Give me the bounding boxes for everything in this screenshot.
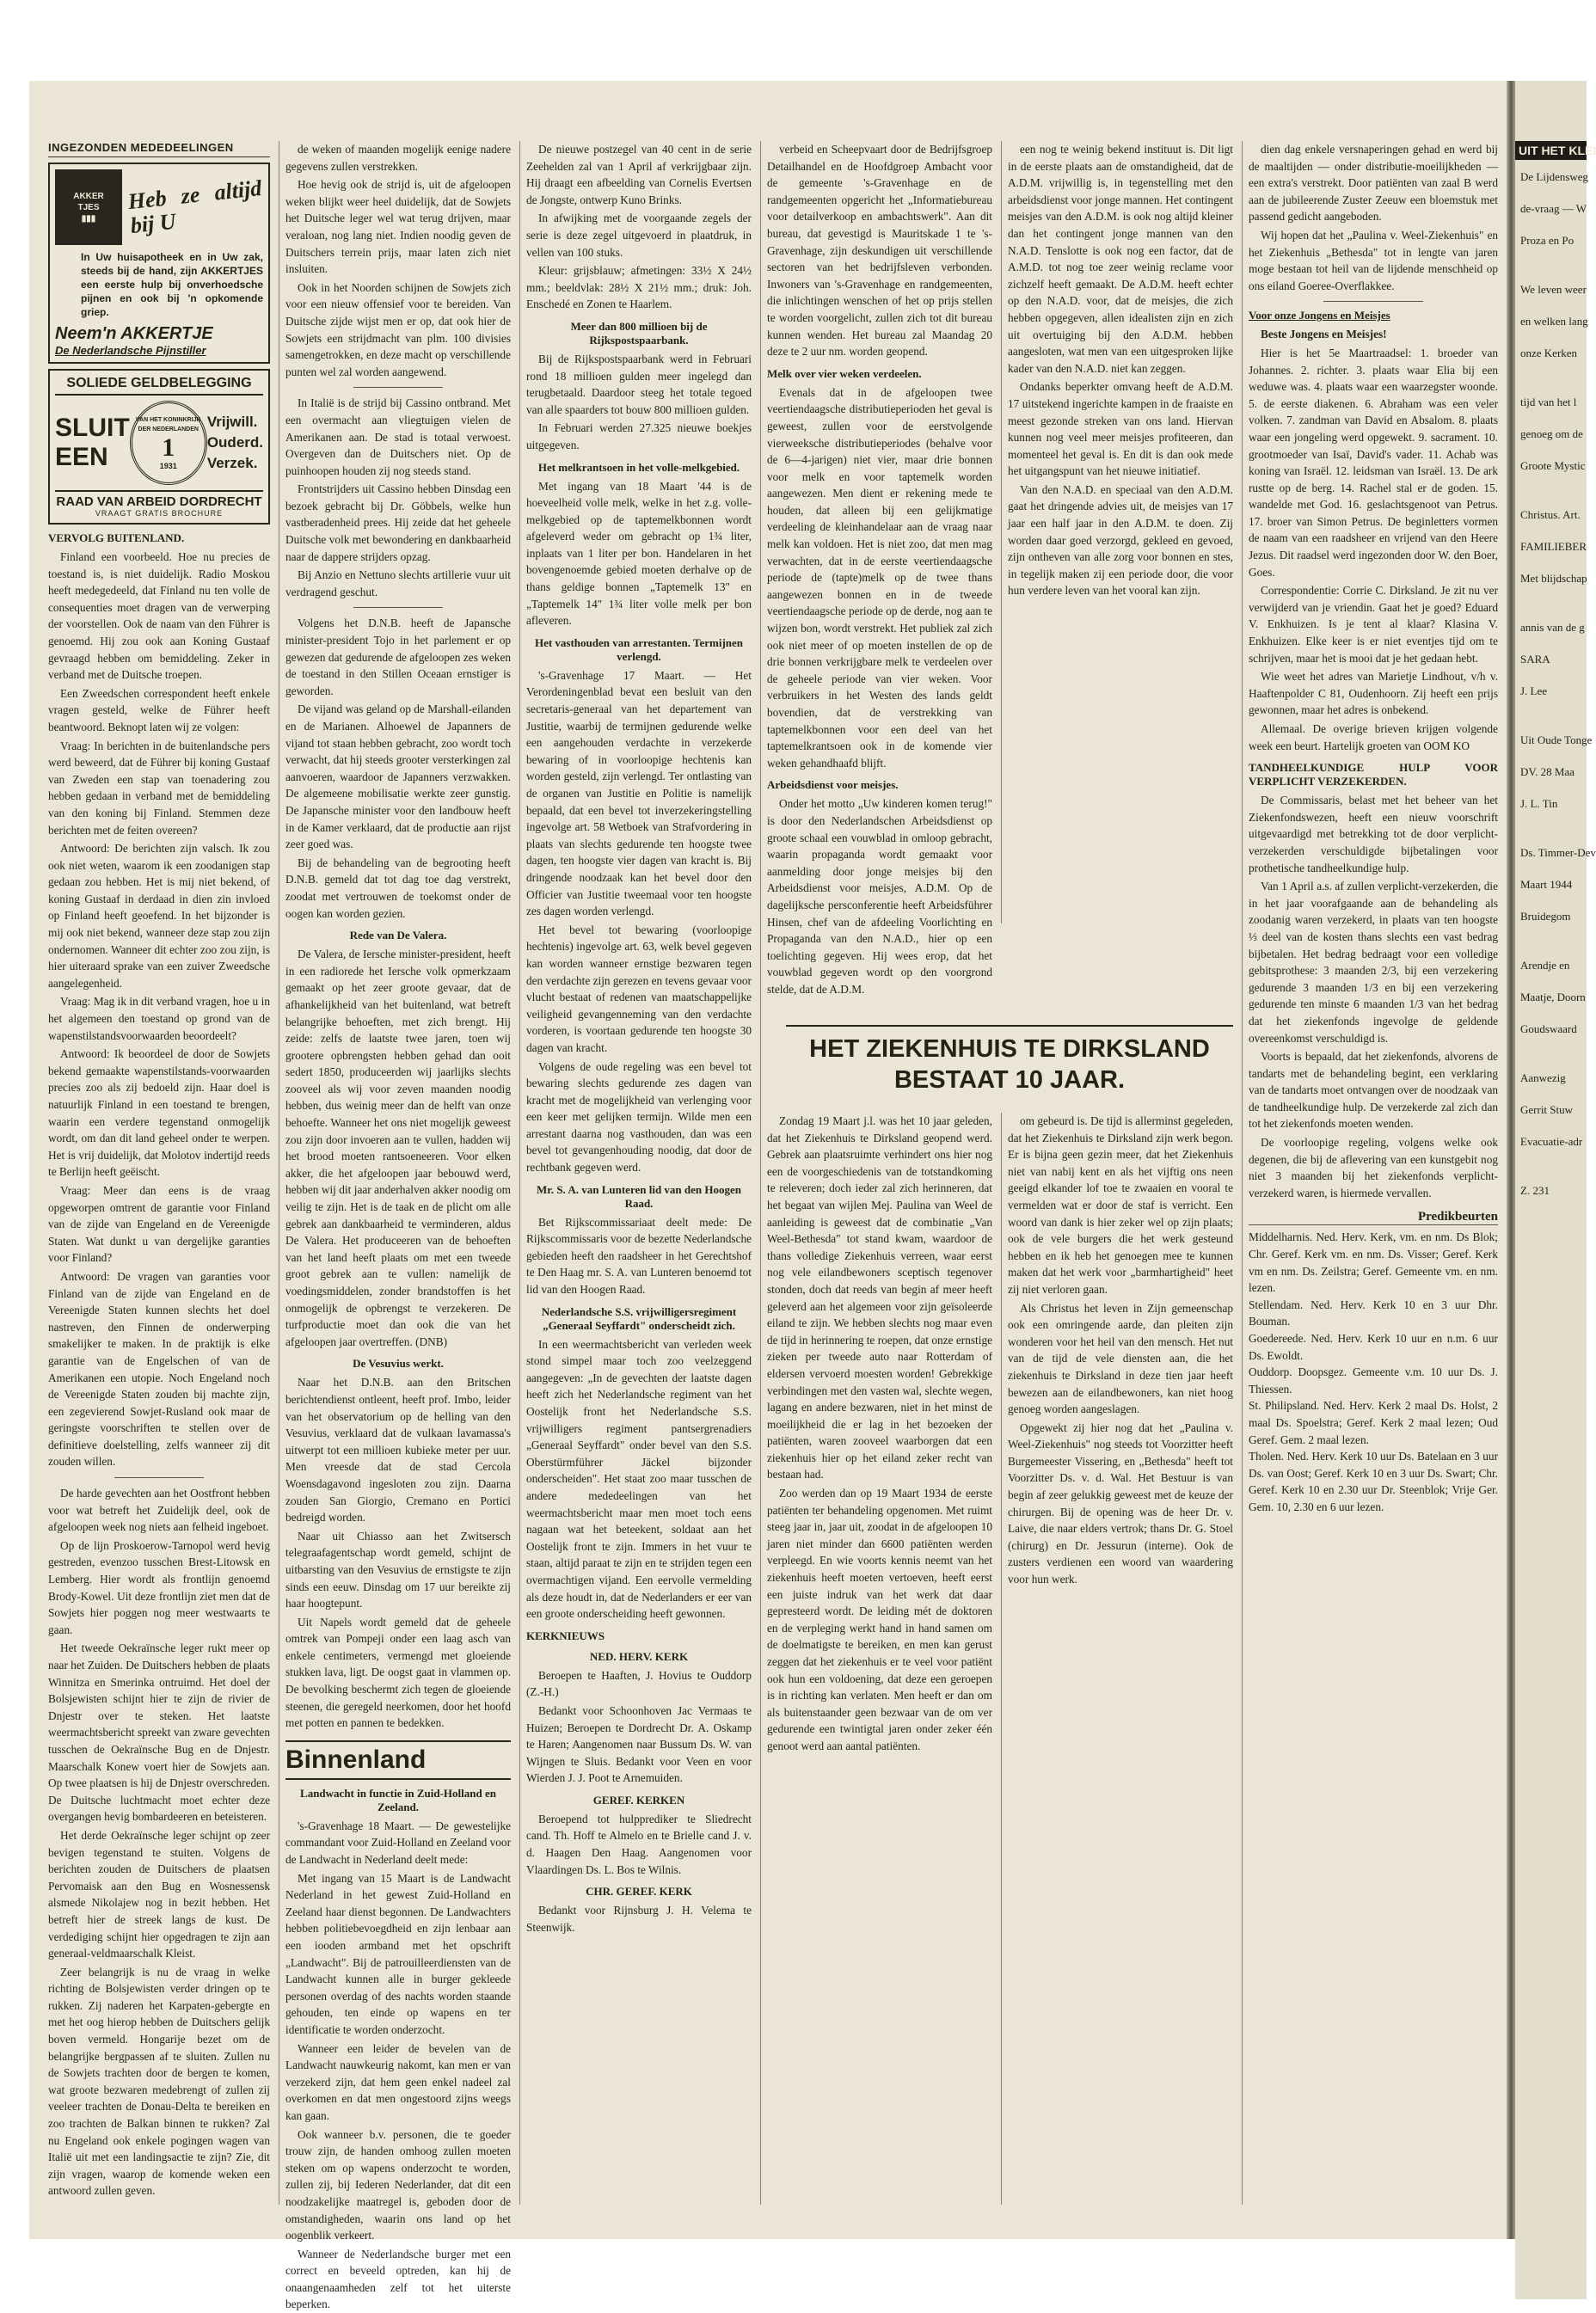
adjacent-page-fragment: Maatje, Doorn [1520,991,1586,1003]
article-heading: TANDHEELKUNDIGE HULP VOOR VERPLICHT VERZEKERDEN. [1249,761,1498,788]
ad-subtitle: De Nederlandsche Pijnstiller [55,344,206,357]
paragraph: Antwoord: Ik beoordeel de door de Sowjets bekend gemaakte wapenstilstands-voorwaarden precies zoo als zij bedoeld zijn. Haar doel is natuurlijk Finland in een toestand te brengen, waarin een verdere tegenstand onmogelijk wordt, om dan dit land geheel onder te werpen. Het is vrij duidelijk, dat Molotov indertijd reeds te Berlijn heeft geëischt. [48,1047,270,1179]
divider [353,607,444,608]
column-rule [760,141,761,2205]
paragraph: om gebeurd is. De tijd is allerminst gegeleden, dat het Ziekenhuis te Dirksland zijn werk begon. Er is bijna geen gezin meer, dat het Ziekenhuis niet van nabij kent en als het vijftig ons neen geeigd elkander lof toe te zwaaien en vooral te vermelden wat er door de staf is verricht. Een woord van dank is hier zeker wel op zijn plaats; ook de vele burgers die het werk gesteund hebben en ik heb het genoegen mee te kunnen maken dat het werk voor „barmhartigheid" heet zij niet verloren gaan. [1008,1114,1233,1296]
paragraph: Beroepen te Haaften, J. Hovius te Ouddorp (Z.-H.) [526,1668,752,1699]
paragraph: Finland een voorbeeld. Hoe nu precies de toestand is, is niet duidelijk. Radio Moskou heeft medegedeeld, dat Finland nu ten volle de consequenties moet dragen van de verwerping der voorstellen. Ook de naam van den Führer is genoemd. Hij zou ook aan Koning Gustaaf gevraagd hebben om bemiddeling. Zeker in verband met de Duitsche troepen. [48,550,270,682]
paragraph: In Italië is de strijd bij Cassino ontbrand. Met een overmacht aan vliegtuigen vielen de Amerikanen aan. De stad is totaal verwoest. Overgeven dan de Duitschers niet. Op de puinhoopen houden zij nog steeds stand. [285,396,511,477]
ad-title: SOLIEDE GELDBELEGGING [55,376,263,396]
ad-word: Verzek. [206,455,258,471]
paragraph: Beroepend tot hulpprediker te Sliedrecht cand. Th. Hoff te Almelo en te Brielle cand J. v. d. Haagen Den Haag. Aangenomen voor Vlaardingen Ds. L. Bos te Wilnis. [526,1812,752,1876]
seal-icon [130,401,207,485]
section-title: KERKNIEUWS [526,1629,605,1642]
paragraph: In een weermachtsbericht van verleden week stond simpel maar toch zoo veelzeggend aangegeven: „In de gevechten der laatste dagen heeft zich het Nederlandsche regiment van het Oostelijk front het Nederlandsche S.S. vrijwilligers regiment pantsergrenadiers „Generaal Seyffardt" onder bevel van den S.S. Oberstürmführer Jäckel bijzonder onderscheiden". Het staat zoo maar tusschen de andere mededeelingen van het weermachtsbericht maar men moet toch eens nagaan wat het beteekent, soldaat aan het Oostelijk front te zijn. Immers in het vuur te staan, altijd paraat te zijn en te strijden tegen een overmachtigen vijand. Een eervolle vermelding als deze houdt in, dat de Nederlanders er eer van een groote onderscheiding heeft gewonnen. [526,1337,752,1621]
paragraph: Wanneer de Nederlandsche burger met een correct en beveeld optreden, kan hij de onaangenaamheden zelf tot het uiterste beperken. [285,2247,511,2311]
paragraph: Correspondentie: Corrie C. Dirksland. Je zit nu ver verwijderd van je vriendin. Gaat het je goed? Eduard V. Enkhuizen. Is je tent al klaar? Klasina V. Enkhuizen. Elke keer is er niet eventjes tijd om te schrijven, maar het is mooi dat je het gedaan hebt. [1249,584,1498,665]
article-heading: Meer dan 800 millioen bij de Rijkspostspaarbank. [570,319,708,347]
paragraph: Het derde Oekraïnsche leger schijnt op zeer bevigen tegenstand te stuiten. Volgens de berichten zouden de Duitschers de plaatsen Pervomaisk aan den Bug en Wosnessensk alsmede Nikolajew nog in bezit hebben. Het betreft hier de streek langs de kust. De verdediging schijnt hier opgedragen te zijn aan generaal-veldmaarschalk Kleist. [48,1828,270,1960]
geldbelegging-advertisement [48,369,270,525]
paragraph: Als Christus het leven in Zijn gemeenschap ook een omringende aarde, dan pleiten zijn wonderen voor het heil van den mensch. Het nut van de tijd de vele diensten aan, die het ziekenhuis te Dirksland in deze tien jaar heeft bewezen aan de eilandbewoners, kan niet hoog genoeg worden aangeslagen. [1008,1301,1233,1416]
headline-line-1: HET ZIEKENHUIS TE DIRKSLAND [809,1035,1210,1063]
ad-word: Ouderd. [206,434,263,451]
divider [1323,301,1423,302]
ad-word: EEN [55,443,108,471]
article-heading: VERVOLG BUITENLAND. [48,531,185,544]
article-heading: De Vesuvius werkt. [353,1357,444,1371]
list-item: Ouddorp. Doopsgez. Gemeente v.m. 10 uur Ds. J. Thiessen. [1249,1365,1498,1396]
adjacent-page-fragment: SARA [1520,653,1550,666]
divider [114,1477,203,1478]
column-6 [1249,141,1498,2205]
paragraph: Wie weet het adres van Marietje Lindhout, v/h v. Haaftenpolder C 81, Oudenhoorn. Zij heeft een prijs gewonnen, maar het adres is onbekend. [1249,670,1498,717]
article-heading: Het melkrantsoen in het volle-melkgebied. [537,460,740,474]
section-title: Binnenland [285,1740,511,1780]
paragraph: Beste Jongens en Meisjes! [1261,328,1387,341]
paragraph: Antwoord: De vragen van garanties voor Finland van de zijde van Engeland en de Vereenigde Staten kunnen slechts het doel nastreven, den Finnen de onderwerping smakelijker te maken. In de praktijk is elke garantie van de Engelschen of van de Amerikanen een utopie. Noch Engeland noch de Vereenigde Staten zouden bij machte zijn, een zegevierend Sowjet-Rusland ook maar de geringste voorschriften te stellen over de definitieve doelstelling, zelfs wanneer zij dit zouden willen. [48,1269,270,1469]
paragraph: De Valera, de Iersche minister-president, heeft in een radiorede het Iersche volk opmerkzaam gemaakt op het zeer groote gevaar, dat de afhankelijkheid van het buitenland, wat betreft belangrijke behoeften, met zich brengt. Hij zeide: zelfs de laatste twee jaren, toen wij grootere opbrengsten hebben gehad dan ooit sedert 1850, produceerden wij jaarlijks slechts zooveel als wij voor zeven maanden noodig hebben, dus weinig meer dan de helft van onze behoefte. Wanneer het ons niet mogelijk geweest zou zijn door invoeren aan te vullen, hadden wij het brood moeten rantsoeneeren. Voor elken akker, die het afgeloopen jaar bebouwd werd, hebben wij dit jaar anderhalven akker noodig om veilig te zijn. Het is de taak en de plicht om alle gebrek aan dankbaarheid te verminderen, aldus De Valera. Het produceeren van de behoeften van het land heeft plaats om met een tweede groot gebrek aan te vullen: namelijk de voedingsmiddelen, zonder brandstoffen is het onmogelijk de opbrengst te verzekeren. De turfproductie moet dan ook die van het afgeloopen jaar overtreffen. (DNB) [285,948,511,1348]
column-rule [519,141,520,2205]
column-1 [48,141,270,2205]
adjacent-page-fragment: We leven weer [1520,283,1587,296]
adjacent-page-fragment: Evacuatie-adr [1520,1135,1583,1148]
predikbeurten-heading: Predikbeurten [1249,1210,1498,1225]
adjacent-page [1515,81,1596,2299]
ad-slogan: Heb ze altijd bij U [126,175,263,238]
adjacent-page-text [1515,169,1596,1214]
column-rule [1001,1113,1002,2205]
paragraph: Frontstrijders uit Cassino hebben Dinsdag een bezoek gebracht bij Dr. Göbbels, welke hun vastberadenheid prees. Hij zeide dat het geheele Duitsche volk met bewondering en dankbaarheid naar de dappere strijders opzag. [285,482,511,563]
paragraph: Antwoord: De berichten zijn valsch. Ik zou ook niet weten, waarom ik een zoodanigen stap gedaan zou hebben. Het is mij niet bekend, of koning Gustaaf in derdaad in dien zin invloed op Finland heeft geoefend. In het bijzonder is mij ook niet bekend, wanneer deze stap zou zijn ondernomen. Wanneer dit echter zoo zou zijn, is hier uiteraard sprake van een zuiver Zweedsche aangelegenheid. [48,842,270,990]
paragraph: Kleur: grijsblauw; afmetingen: 33½ X 24½ mm.; beeldvlak: 28½ X 21½ mm.; druk: Joh. Enschedé en Zonen te Haarlem. [526,264,752,311]
article-heading: Voor onze Jongens en Meisjes [1249,309,1390,322]
article-heading: NED. HERV. KERK [589,1649,689,1663]
paragraph: Wanneer een leider de bevelen van de Landwacht nauwkeurig nakomt, kan men er van verzekerd zijn, dat hem geen enkel nadeel zal overkomen en dat men ongestoord zijns weegs kan gaan. [285,2041,511,2122]
adjacent-page-fragment: Ds. Timmer-Dev [1520,846,1596,859]
paragraph: Hoe hevig ook de strijd is, uit de afgeloopen weken blijkt weer heel duidelijk, dat de Sowjets het Duitsche leger wel wat terug drijven, maar veraloan, nog lang niet. Indien noodig geven de Duitschers terrein prijs, maar laten zich niet insluiten. [285,178,511,276]
paragraph: Onder het motto „Uw kinderen komen terug!" is door den Nederlandschen Arbeidsdienst op groote schaal een vouwblad in omloop gebracht, waarin propaganda wordt gemaakt voor aanmelding door jonge meisjes bij den Arbeidsdienst voor meisjes, A.D.M. Op de dagelijksche persconferentie heeft Arbeidsführer Hinsen, chef van de afdeeling Voorlichting en Propaganda van den N.A.D., hier op een toelichting gegeven. Hij wees erop, dat het vouwblad gegeven wordt op den voorgrond stelde, dat de A.D.M. [767,797,992,996]
adjacent-page-fragment: De Lijdensweg [1520,170,1589,183]
paragraph: verbeid en Scheepvaart door de Bedrijfsgroep Detailhandel en de Hoofdgroep Ambacht voor de gemeente 's-Gravenhage en de randgemeenten opgericht het „Informatiebureau voor detailverkoop en ambachtswerk". Aan dit bureau, dat gevestigd is Mauritskade 1 te 's-Gravenhage, zijn deskundigen uit verschillende sectoren van het bedrijfsleven verbonden. Inwoners van 's-Gravenhage en randgemeenten, die inlichtingen wenschen of het op prijs stellen te worden voorgelicht, zullen zich tot dit bureau kunnen wenden. Het bureau zal Maandag 20 deze te 2 uur nm. worden geopend. [767,143,992,359]
adjacent-page-fragment: Aanwezig [1520,1071,1566,1084]
paragraph: Het tweede Oekraïnsche leger rukt meer op naar het Zuiden. De Duitschers hebben de plaats Winnitza en Smerinka ontruimd. Het doel der Bolsjewisten schijnt hier te zijn de rivier de Dnjestr over te steken. Het laatste weermachtsbericht spreekt van zware gevechten tusschen de Oekraïnsche Bug en de Dnjestr. Maarschalk Konew voert hier de Sowjets aan. Op twee plaatsen is hij de Dnjestr overschreden. De Duitsche luchtmacht moet echter deze overgangen hevig bombardeeren en beteisteren. [48,1641,270,1824]
list-item: Middelharnis. Ned. Herv. Kerk, vm. en nm. Ds Blok; Chr. Geref. Kerk vm. en nm. Ds. Visser; Geref. Kerk vm en nm. Ds. Zeilstra; Geref. Gemeente vm. en nm. lezen. [1249,1230,1498,1295]
page-binding [1507,81,1515,2239]
column-rule [1242,141,1243,2205]
adjacent-page-fragment: DV. 28 Maa [1520,765,1575,778]
ad-footer-note: VRAAGT GRATIS BROCHURE [95,509,224,518]
paragraph: Bet Rijkscommissariaat deelt mede: De Rijkscommissaris voor de bezette Nederlandsche gebieden heeft den raadsheer in het Gerechtshof te Den Haag mr. S. A. van Lunteren benoemd tot lid van den Hoogen Raad. [526,1215,752,1297]
paragraph: Ook wanneer b.v. personen, die te goeder trouw zijn, de handen omhoog zullen moeten steken om op wapens onderzocht te worden, zullen zij, bij Iederen Nederlander, dat dit een noodzakelijke maatregel is, geboden door de omstandigheden, waarin ons land op het oogenblik verkeert. [285,2127,511,2242]
paragraph: Volgens het D.N.B. heeft de Japansche minister-president Tojo in het parlement er op gewezen dat gedurende de afgeloopen zes weken de toestand in den Stillen Oceaan ernstiger is geworden. [285,617,511,697]
paragraph: Met ingang van 15 Maart is de Landwacht Nederland in het gewest Zuid-Holland en Zeeland haar dienst begonnen. De Landwachters hebben politiebevoegdheid en zijn lenbaar aan een iooden armband met het opschrift „Landwacht". Bij de patrouilleerdiensten van de Landwacht kunnen alle in burger gekleede personen overdag of des nachts worden staande gehouden, ten einde op wapens en ter identificatie te worden onderzocht. [285,1871,511,2036]
paragraph: 's-Gravenhage 17 Maart. — Het Verordeningenblad bevat een besluit van den secretaris-generaal van het departement van Justitie, waarbij de termijnen gedurende welke een aangehouden verdachte in verzekerde bewaring of in voorloopige hechtenis kan worden gesteld, zijn verlengd. Ter ontlasting van de organen van Justitie en Politie is namelijk bepaald, dat een bevel tot inverzekeringstelling ingevolge art. 58 Wetboek van Strafvordering in plaats van slechts gedurende ten hoogste twee dagen, ten hoogste vier dagen van kracht is. Bij dringende noodzaak kan het bevel door den Officier van Justitie tweemaal voor ten hoogste zes dagen worden verlengd. [526,668,752,918]
divider [353,387,444,388]
paragraph: Van den N.A.D. en speciaal van den A.D.M. gaat het dringende advies uit, de meisjes van 17 jaar een half jaar in den A.D.M. te doen. Zij worden daar goed verzorgd, gekleed en gevoed, zijn ontheven van alle zorg voor bonnen en stes, in tegelijk maken zij een periode door, die voor hun verdere leven van het vooral kan zijn. [1008,482,1233,598]
paragraph: Bedankt voor Rijnsburg J. H. Velema te Steenwijk. [526,1904,752,1934]
adjacent-page-fragment: annis van de g [1520,621,1585,634]
paragraph: Het bevel tot bewaring (voorloopige hechtenis) ingevolge art. 63, welk bevel gegeven kan worden wanneer ernstige bezwaren tegen den verdachte zijn gerezen en tevens gevaar voor vlucht bestaat of redenen van maatschappelijke veiligheid gevangenneming van den verdachte vorderen, is voortaan gedurende ten hoogste 30 dagen van kracht. [526,923,752,1054]
paragraph: Vraag: Meer dan eens is de vraag opgeworpen omtrent de garantie voor Finland van de zijde van Engeland en de Vereenigde Staten. Wat dunkt u van dergelijke garanties voor Finland? [48,1183,270,1265]
paragraph: De Commissaris, belast met het beheer van het Ziekenfondswezen, heeft een nieuw voorschrift uitgevaardigd met betrekking tot de door verplicht-verzekerden verschuldigde bijbetalingen voor prothetische tandheelkundige hulp. [1249,794,1498,874]
adjacent-page-fragment: tijd van het l [1520,396,1577,408]
paragraph: dien dag enkele versnaperingen gehad en werd bij de maaltijden — onder distributie-moeilijkheden — een extra's verstrekt. Door patiënten van zaal B werd aan de jubileerende Zuster Zeeuw een bloemstuk met passend gedicht aangeboden. [1249,143,1498,224]
adjacent-page-fragment: Proza en Po [1520,234,1575,247]
adjacent-page-fragment: J. Lee [1520,684,1548,697]
paragraph: Op de lijn Proskoerow-Tarnopol werd hevig gestreden, evenzoo tusschen Brest-Litowsk en Lemberg. Hier wordt als frontlijn genoemd Brody-Kowel. Uit deze frontlijn ziet men dat de Sowjets hier poggen nog meer westwaarts te gaan. [48,1538,270,1636]
adjacent-page-fragment: de-vraag — W [1520,202,1587,215]
paragraph: Bij Anzio en Nettuno slechts artillerie vuur uit verdragend geschut. [285,568,511,598]
ad-brand: Neem'n AKKERTJE [55,324,213,343]
paragraph: De voorloopige regeling, volgens welke ook degenen, die bij de aflevering van een kunstgebit nog niet 3 maanden bij het ziekenfonds verplicht-verzekerd waren, is hiermede vervallen. [1249,1136,1498,1199]
seal-text: VAN HET KONINKRIJK DER NEDERLANDEN [135,416,201,433]
paragraph: In afwijking met de voorgaande zegels der serie is deze zegel uitgevoerd in plaatdruk, in vellen van 100 stuks. [526,212,752,259]
article-heading: Nederlandsche S.S. vrijwilligersregiment „Generaal Seyffardt" onderscheidt zich. [541,1304,737,1332]
paragraph: Ook in het Noorden schijnen de Sowjets zich voor een nieuw offensief voor te bereiden. Van Duitsche zijde wijst men er op, dat ook hier de Sowjets een strijdmacht van plm. 100 divisies samengetrokken, en deze macht op verschillende punten wel zal worden aangewend. [285,280,511,378]
paragraph: Bedankt voor Schoonhoven Jac Vermaas te Huizen; Beroepen te Dordrecht Dr. A. Oskamp te Haren; Aangenomen naar Bussum Ds. W. van Wijngen te Sluis. Bedankt voor Veen en voor Wierden J. J. Poot te Arnemuiden. [526,1703,752,1785]
article-heading: Het vasthouden van arrestanten. Termijnen verlengd. [534,635,744,663]
paragraph: de weken of maanden mogelijk eenige nadere gegevens zullen verstrekken. [285,143,511,173]
ad-footer: RAAD VAN ARBEID DORDRECHT [55,490,263,509]
adjacent-page-fragment: J. L. Tin [1520,797,1558,810]
paragraph: Naar het D.N.B. aan den Britschen berichtendienst ontleent, heeft prof. Imbo, leider van het observatorium op de helling van den Vesuvius, verklaard dat de vulkaan lavamassa's uitwerpt tot een millioen kubieke meter per uur. Men vreesde dat de stad Cercola Woensdagavond ingesloten zou zijn. Daarna zouden San Giorgio, Cremano en Portici bedreigd worden. [285,1376,511,1525]
adjacent-page-fragment: Uit Oude Tonge [1520,733,1593,746]
paragraph: De harde gevechten aan het Oostfront hebben voor wat betreft het Zuidelijk deel, ook de afgeloopen week nog niets aan felheid ingeboet. [48,1487,270,1534]
paragraph: 's-Gravenhage 18 Maart. — De gewestelijke commandant voor Zuid-Holland en Zeeland voor de Landwacht in Nederland deelt mede: [285,1819,511,1867]
paragraph: Zoo werden dan op 19 Maart 1934 de eerste patiënten ter behandeling opgenomen. Met ruimt steeg jaar in, jaar uit, zoodat in de afgeloopen 10 jaren niet minder dan 6600 patiënten werden verpleegd. En wie voorts kennis neemt van het ziekenhuis heeft moeten vertoeven, heeft eerst een juiste indruk van het werk dat daar gepresteerd wordt. De leiding mét de doktoren en de verpleging werkt hand in hand samen om de doelmatigste te bereiken, en men kan gerust zeggen dat het ziekenhuis er te veel voor patiënt ook hun een voldoening, dat deze een geroepen is in richting kan verlaten. Men heeft er dan om als buitenstaander geen bezwaar van de om ver gedurende een twintigtal jaren onder zeker één genoot werd aan aantal patiënten. [767,1487,992,1752]
section-header: INGEZONDEN MEDEDEELINGEN [48,141,270,157]
paragraph: Opgewekt zij hier nog dat het „Paulina v. Weel-Ziekenhuis" nog steeds tot Voorzitter heeft Burgemeester Vissering, en „Bethesda" heeft tot Voorzitter Ds. v. d. Wal. Het Bestuur is van begin af zeer gelukkig geweest met de keuze der chirurgen. Bij de opening was de heer Dr. v. Laive, die naar elders vertrok; thans Dr. G. Stoel (chirurg) en Dr. Jessurun (interne). Ook de zusters verdienen een woord van waardering voor hun werk. [1008,1420,1233,1586]
adjacent-page-fragment: en welken lang [1520,315,1588,328]
paragraph: Volgens de oude regeling was een bevel tot bewaring slechts gedurende zes dagen van kracht met de mogelijkheid van verlenging voor een keer met gelijken termijn. Wilde men een arrestant daarna nog vasthouden, dan was een bevel tot gevangenhouding noodig, dat door de rechtbank gegeven werd. [526,1059,752,1175]
seal-year: 1931 [159,461,177,470]
article-heading: CHR. GEREF. KERK [586,1885,692,1899]
article-heading: Rede van De Valera. [349,929,447,942]
column-5 [1008,141,1233,923]
column-3 [526,141,752,2205]
paragraph: Zeer belangrijk is nu de vraag in welke richting de Bolsjewisten verder dringen op te rukken. Zij naderen het Karpaten-gebergte en met het oog hierop hebben de Duitschers gelijk boven vermeld. Hongarije bezet om de belangrijke bergpassen af te sluiten. Zullen nu de Sowjets trachten door de bergen te komen, wat groote bezwaren medebrengt of zullen zij veeleer trachten de Donau-Delta te bereiken en zoo trachten de Balkan binnen te rukken? Zal nu Engeland ook enkele pogingen wagen van Italië uit met een landingsactie te zijn? Zie, dit zijn vragen, waarop de komende weken een antwoord zullen geven. [48,1965,270,2198]
article-heading: GEREF. KERKEN [592,1793,685,1807]
paragraph: Voorts is bepaald, dat het ziekenfonds, alvorens de tandarts met de behandeling begint, een verklaring van de tandarts moet ontvangen over de noodzaak van de tandheelkundige hulp. De verzekerde zal zich dan tot het ziekenfonds moeten wenden. [1249,1050,1498,1131]
adjacent-page-fragment: Arendje en [1520,959,1570,972]
column-rule [1001,141,1002,923]
ziekenhuis-article-right [1008,1113,1233,2205]
paragraph: Evenals dat in de afgeloopen twee veertiendaagsche distributieperioden het geval is geweest, zullen voor de eerstvolgende vierweeksche distributieperiodes (behalve voor de 6—4-jarigen) niet vier, maar drie bonnen voor melk en voor taptemelk worden aangewezen. Men dient er rekening mede te houden, dat alleen bij een gelijkmatige verdeeling de kleinhandelaar aan de vraag naar melk kan voldoen. Het is niet zoo, dat men mag verwachten, dat in de eerste veertiendaagsche periode de (tapte)melk op de twee thans aangewezen bonnen en in de tweede veertiendaagsche periode op de derde, nog aan te wijzen bon, wordt verstrekt. Het publiek zal zich ook niet meer of op moeten instellen de op de drie bonnen verkrijgbare melk te verdeelen over de geheele periode van vier weken. Voor verbruikers in het Westen des lands geldt bovendien, dat de verstrekking van taptemelkbonnen voor een deel van het taptemelkrantsoen ook in de komende vier weken gehandhaafd blijft. [767,385,992,770]
paragraph: Vraag: In berichten in de buitenlandsche pers werd beweerd, dat de Führer bij koning Gustaaf van Zweden een stap van toenadering zou hebben gedaan in verband met de bemiddeling van den koning bij Finland. Stemmen deze berichten met de feiten overeen? [48,739,270,837]
column-4 [767,141,992,996]
paragraph: Wij hopen dat het „Paulina v. Weel-Ziekenhuis" en het Ziekenhuis „Bethesda" tot in lengte van jaren moge bestaan tot heil van de lijdende menschheid op ons eiland Goeree-Overflakkee. [1249,228,1498,292]
paragraph: De vijand was geland op de Marshall-eilanden en de Marianen. Alhoewel de Japanners de vijand tot staan hebben gebracht, zoo wordt toch verwacht, dat hij steeds grooter versterkingen zal aanvoeren, waardoor de Japanners verzwakken. De algemeene mobilisatie werkte zeer gunstig. De Japansche minister voor den landbouw heeft in de Kamer verklaard, dat de productie aan rijst zeer goed was. [285,702,511,851]
adjacent-page-fragment: FAMILIEBER [1520,540,1587,553]
ad-body: In Uw huisapotheek en in Uw zak, steeds bij de hand, zijn AKKERTJES een eerste hulp bij onverhoedsche pijnen en ook bij 'n opkomende griep. [81,251,263,318]
article-heading: Melk over vier weken verdeelen. [767,366,922,380]
paragraph: Een Zweedschen correspondent heeft enkele vragen gesteld, welke de Führer heeft beantwoord. Beknopt laten wij ze volgen: [48,686,270,733]
article-heading: Landwacht in functie in Zuid-Holland en Zeeland. [300,1786,496,1813]
article-heading: Arbeidsdienst voor meisjes. [767,778,899,792]
paragraph: In Februari werden 27.325 nieuwe boekjes uitgegeven. [526,421,752,451]
ziekenhuis-headline [786,1025,1233,1095]
paragraph: Bij de Rijkspostspaarbank werd in Februari rond 18 millioen gulden meer ingelegd dan terugbetaald. Daardoor steeg het totale tegoed van alle spaarders tot bouw 800 millioen gulden. [526,352,752,416]
adjacent-page-fragment: Bruidegom [1520,910,1571,923]
adjacent-page-fragment: Maart 1944 [1520,878,1573,891]
list-item: St. Philipsland. Ned. Herv. Kerk 2 maal Ds. Holst, 2 maal Ds. Spoelstra; Geref. Kerk 2 maal lezen; Oud Geref. Gem. 2 maal lezen. [1249,1399,1498,1446]
adjacent-page-fragment: Christus. Art. [1520,508,1581,521]
paragraph: een nog te weinig bekend instituut is. Dit ligt in de eerste plaats aan de omstandigheid, dat de A.D.M. vrijwillig is, in tegenstelling met den arbeidsdienst voor jonge mannen. Het contingent meisjes van den A.D.M. is ook nog altijd kleiner dan het contingent jonge mannen van den N.A.D. Tenslotte is ook nog een factor, dat de A.M.D. tot nog toe zeer weinig reclame voor zichzelf heeft gemaakt. De A.D.M. heeft echter op den N.A.D. voor, dat de meisjes, die zich hebben opgegeven, allen idealisten zijn en zich uit overtuiging bij den A.D.M. hebben aangesloten, wat men van een uitgesproken lijke kader van den N.A.D. niet kan zeggen. [1008,143,1233,375]
newspaper-page [29,81,1596,2311]
adjacent-page-header: UIT HET KLEI [1515,141,1587,160]
akkertje-package-icon: AKKER TJES ▮▮▮ [55,169,122,245]
akkertje-advertisement [48,163,270,364]
ad-word: SLUIT [55,414,130,442]
adjacent-page-fragment: Goudswaard [1520,1022,1577,1035]
ad-word: Vrijwill. [206,414,258,430]
paragraph: Van 1 April a.s. af zullen verplicht-verzekerden, die in het jaar voorafgaande aan de behandeling als zoodanig waren verzekerd, in plaats van ten hoogste ⅓ deel van de kosten thans slechts een vast bedrag bijbetalen. Het bedrag bedraagt voor een volledige gebitsprothese: 3 maanden 2/3, bij een verzekering gedurende 3 maanden 1/3 en bij een verzekering gedurende ten minste 6 maanden 1/3 van het bedrag dat het ziekenfonds ingevolge de geldende overeenkomst verschuldigd is. [1249,880,1498,1045]
adjacent-page-fragment: genoeg om de [1520,427,1583,440]
article-heading: Mr. S. A. van Lunteren lid van den Hoogen Raad. [536,1182,742,1210]
adjacent-page-fragment: Groote Mystic [1520,459,1586,472]
headline-line-2: BESTAAT 10 JAAR. [893,1066,1126,1094]
paragraph: Ondanks beperkter omvang heeft de A.D.M. 17 uitstekend ingerichte kampen in de fraaiste en meest gezonde streken van ons land. Hiervan kunnen nog veel meer meisjes profiteeren, dan momenteel het geval is. En dit is dan ook mede het uitgangspunt van het nieuwe initiatief. [1008,380,1233,478]
paragraph: Zondag 19 Maart j.l. was het 10 jaar geleden, dat het Ziekenhuis te Dirksland geopend werd. Gebrek aan plaatsruimte verhindert ons hier nog een de voorgeschiedenis van de totstandkoming te releveren; doch ieder zal zich herinneren, dat het begaat van wijlen Mej. Paulina van Weel de aanleiding is geweest dat de combinatie „Van Weel-Bethesda" tot stand kwam, waardoor de thans volledige Ziekenhuis verreen, waar eerst nog vele eilandbewoners sceptisch tegenover stonden, doch dat reeds van begin af meer heeft geleverd aan het algemeen voor zijn geïsoleerde eiland te zijn. We hebben slechts nog maar even de tijd in herinnering te roepen, dat onze ernstige zieken per tweede auto naar Rotterdam of eldersen vervoerd moesten worden! Gebrekkige verbindingen met den vasten wal, slechte wegen, lagang en andere bezwaren, niet in het minst de moeilijkheid die er lag in het bezoeken der patiënten, waren zooveel waarborgen dat een ziekenhuis hier op het eiland zeker recht van bestaan had. [767,1114,992,1482]
paragraph: Vraag: Mag ik in dit verband vragen, hoe u in het algemeen den toestand op grond van de wapenstilstandsvoorwaarden beoordeelt? [48,995,270,1042]
paragraph: Hier is het 5e Maartraadsel: 1. broeder van Johannes. 2. richter. 3. plaats waar Elia bij een weduwe was. 4. plaats waar een waarzegster woonde. 5. de eerste diakenen. 6. Abraham was een veler volken. 7. zandman van David en Absalom. 8. plaats waar een jongeling werd opgewekt. 9. sacrament. 10. grootmoeder van Isaï, David's vader. 11. Achab was koning van Israël. 12. leidsman van Israël. 13. De ark rustte op de berg. 14. Rachel stal er de goden. 15. wandelde met God. 16. geslachtsgenoot van Petrus. 17. broer van Simon Petrus. De beginletters vormen de naam van een raadsheer en vrijend van den Heere Jezus. Dit raadsel werd ingezonden door W. den Boer, Goes. [1249,346,1498,579]
adjacent-page-fragment: Gerrit Stuw [1520,1103,1574,1116]
paragraph: Naar uit Chiasso aan het Zwitsersch telegraafagentschap wordt gemeld, schijnt de uitbarsting van den Vesuvius de ernstigste te zijn sinds een eeuw. Dinsdag om 17 uur bereikte zij haar hoogtepunt. [285,1529,511,1611]
list-item: Tholen. Ned. Herv. Kerk 10 uur Ds. Batelaan en 3 uur Ds. van Oost; Geref. Kerk 10 en 3 uur Ds. Swart; Chr. Geref. Kerk 10 en 2.30 uur Dr. Steenblok; Vrije Ger. Gem. 10, 2.30 en 6 uur lezen. [1249,1450,1498,1513]
paragraph: De nieuwe postzegel van 40 cent in de serie Zeehelden zal van 1 April af verkrijgbaar zijn. Hij draagt een afbeelding van Cornelis Evertsen de Jongste, ontwerp Kuno Brinks. [526,143,752,206]
ziekenhuis-article-left [767,1113,992,2205]
paragraph: Uit Napels wordt gemeld dat de geheele omtrek van Pompeji onder een laag asch van enkele centimeters, vermengd met gloeiende stukken lava, ligt. De oogst gaat in vlammen op. De bevolking beschermt zich tegen de gloeiende steenen, die geregeld neerkomen, door het hoofd met potten en pannen te bedekken. [285,1615,511,1730]
seal-number: 1 [162,433,175,462]
list-item: Stellendam. Ned. Herv. Kerk 10 en 3 uur Dhr. Bouman. [1249,1298,1498,1328]
list-item: Goedereede. Ned. Herv. Kerk 10 uur en n.m. 6 uur Ds. Ewoldt. [1249,1332,1498,1362]
column-2 [285,141,511,2311]
article-body [48,549,270,2199]
paragraph: Allemaal. De overige brieven krijgen volgende week een beurt. Hartelijk groeten van OOM KO [1249,722,1498,752]
paragraph: Met ingang van 18 Maart '44 is de hoeveelheid volle melk, welke in het z.g. volle-melkgebied op de taptemelkbonnen wordt afgeleverd weder om gebracht op 1¾ liter, inplaats van 1 liter per bon. Handelaren in het bovengenoemde gebied moeten derhalve op de thans geldige bonnen „Taptemelk 13" en „Taptemelk 14" 1¾ liter volle melk per bon afleveren. [526,479,752,628]
adjacent-page-fragment: onze Kerken [1520,347,1578,359]
paragraph: Bij de behandeling van de begrooting heeft D.N.B. gemeld dat tot dag toe dag verstrekt, zoodat met vertrouwen de toekomst onder de oogen kan worden gezien. [285,856,511,920]
adjacent-page-fragment: Z. 231 [1520,1184,1550,1197]
adjacent-page-fragment: Met blijdschap [1520,572,1587,585]
